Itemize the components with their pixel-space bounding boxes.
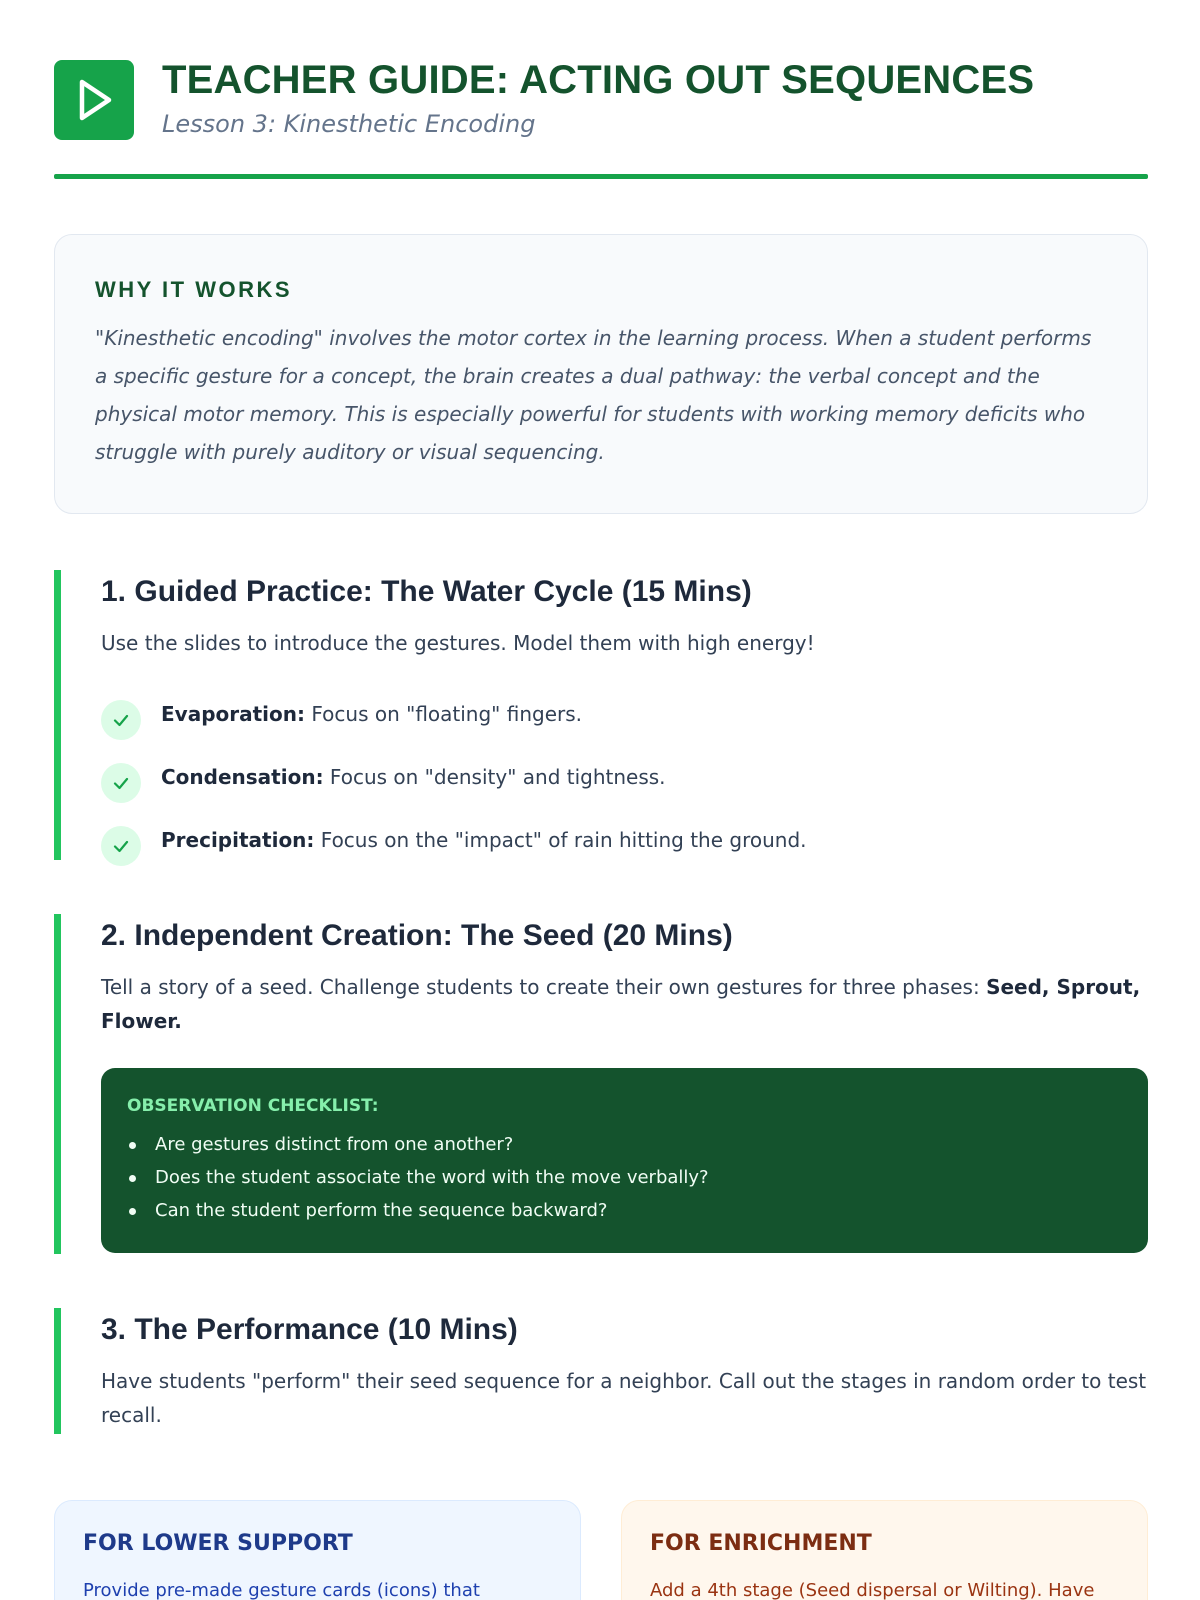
item-desc: Focus on the "impact" of rain hitting the ground. (314, 827, 807, 852)
header-divider (54, 174, 1148, 179)
item-desc: Focus on "density" and tightness. (323, 764, 666, 789)
item-term: Evaporation: (161, 701, 306, 726)
checklist-items (127, 1128, 1122, 1227)
check-icon (101, 826, 141, 866)
section-title: 2. Independent Creation: The Seed (20 Mins) (101, 919, 733, 952)
card-text: Provide pre-made gesture cards (icons) that (83, 1580, 480, 1600)
list-item (101, 745, 1148, 808)
why-it-works-title: WHY IT WORKS (95, 277, 293, 302)
check-icon (101, 700, 141, 740)
card-title: FOR ENRICHMENT (650, 1531, 872, 1556)
section-text: Have students "perform" their seed sequence for a neighbor. Call out the stages in random order to test recall. (101, 1369, 1147, 1427)
list-item: Are gestures distinct from one another? (127, 1128, 1122, 1161)
section-performance (54, 1308, 1148, 1434)
item-term: Precipitation: (161, 827, 315, 852)
why-it-works-text: "Kinesthetic encoding" involves the motor cortex in the learning process. When a student performs a specific gesture for a concept, the brain creates a dual pathway: the verbal concept and the physical motor memory. This is especially powerful for students with working memory deficits who struggle with purely auditory or visual sequencing. (95, 326, 1092, 464)
observation-checklist (101, 1068, 1148, 1253)
card-text: Add a 4th stage (Seed dispersal or Wilting). Have (650, 1580, 1095, 1600)
section-guided-practice (54, 570, 1148, 860)
why-it-works-box (54, 234, 1148, 514)
gesture-list (101, 682, 1148, 871)
checklist-title: OBSERVATION CHECKLIST: (127, 1096, 379, 1116)
play-icon (71, 77, 117, 123)
list-item (101, 682, 1148, 745)
list-item: Does the student associate the word with the move verbally? (127, 1161, 1122, 1194)
item-term: Condensation: (161, 764, 324, 789)
enrichment-card (621, 1500, 1148, 1600)
list-item (101, 808, 1148, 871)
lower-support-card (54, 1500, 581, 1600)
item-desc: Focus on "floating" fingers. (305, 701, 583, 726)
phases-text: Seed, Sprout, Flower. (101, 975, 1141, 1033)
section-independent-creation (54, 914, 1148, 1254)
section-title: 3. The Performance (10 Mins) (101, 1313, 518, 1346)
section-title: 1. Guided Practice: The Water Cycle (15 Mins) (101, 575, 752, 608)
logo (54, 60, 134, 140)
section-text: Use the slides to introduce the gestures. Model them with high energy! (101, 631, 815, 655)
section-text: Tell a story of a seed. Challenge students to create their own gestures for three phases: Seed, Sprout, Flower. (101, 975, 1141, 1033)
page-title: TEACHER GUIDE: ACTING OUT SEQUENCES (162, 58, 1035, 102)
list-item: Can the student perform the sequence backward? (127, 1194, 1122, 1227)
check-icon (101, 763, 141, 803)
card-title: FOR LOWER SUPPORT (83, 1531, 353, 1556)
page-subtitle: Lesson 3: Kinesthetic Encoding (162, 110, 536, 138)
page-header (54, 60, 1148, 180)
